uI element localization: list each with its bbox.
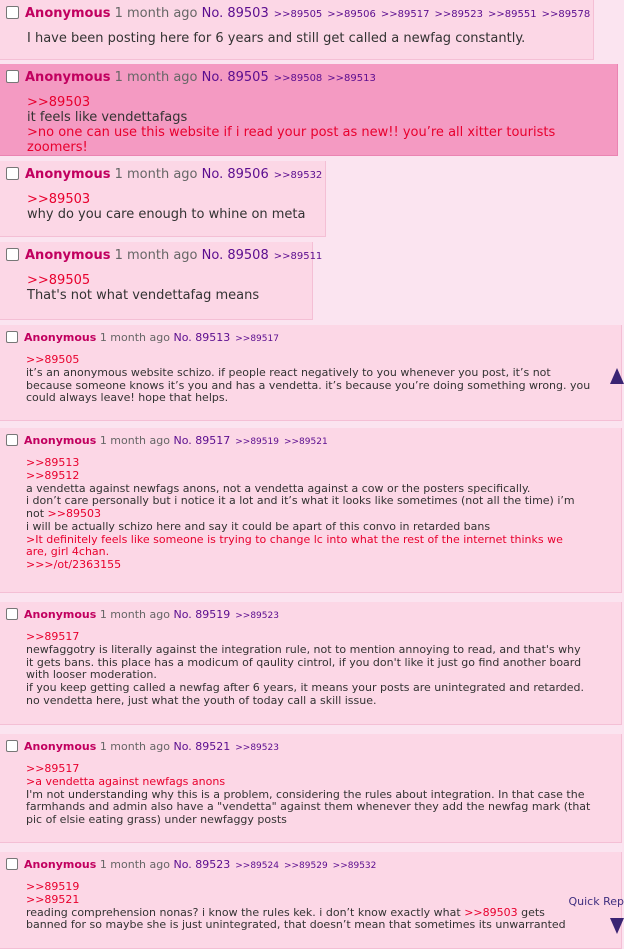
poster-name: Anonymous bbox=[25, 70, 111, 85]
post-3 bbox=[0, 161, 326, 237]
post-number[interactable]: No. 89508 bbox=[201, 248, 269, 263]
backlink[interactable]: >>89532 bbox=[273, 170, 323, 181]
line-text: >It definitely feels like someone is trying to change lc into what the rest of the internet thinks we bbox=[26, 532, 563, 546]
post-time: 1 month ago bbox=[114, 6, 198, 21]
post-4 bbox=[0, 242, 323, 320]
post-number[interactable]: No. 89517 bbox=[173, 434, 231, 447]
backlink[interactable]: >>89523 bbox=[434, 9, 484, 20]
line-text: could always leave! hope that helps. bbox=[26, 391, 229, 405]
post-5 bbox=[0, 325, 622, 421]
post-time: 1 month ago bbox=[99, 608, 170, 621]
line-text: >>89505 bbox=[27, 273, 91, 288]
select-post-checkbox[interactable] bbox=[6, 740, 18, 752]
quote-link[interactable]: >>89503 bbox=[464, 905, 518, 919]
backlink[interactable]: >>89513 bbox=[327, 73, 376, 84]
post-text-line bbox=[26, 919, 615, 932]
select-post-checkbox[interactable] bbox=[6, 858, 18, 870]
poster-name: Anonymous bbox=[24, 608, 97, 621]
backlink[interactable]: >>89521 bbox=[283, 437, 328, 447]
post-number[interactable]: No. 89513 bbox=[173, 331, 231, 344]
select-post-checkbox[interactable] bbox=[6, 70, 19, 83]
post-body bbox=[26, 631, 615, 708]
backlink[interactable]: >>89511 bbox=[273, 251, 323, 262]
backlink[interactable]: >>89508 bbox=[273, 73, 323, 84]
select-post-checkbox[interactable] bbox=[6, 434, 18, 446]
post-number[interactable]: No. 89505 bbox=[201, 70, 269, 85]
select-post-checkbox[interactable] bbox=[6, 167, 19, 180]
line-text: >no one can use this website if i read your post as new!! you’re all xitter tourists zoomers! bbox=[27, 125, 556, 156]
line-text: it feels like vendettafags bbox=[27, 110, 188, 126]
backlink[interactable]: >>89532 bbox=[332, 861, 377, 871]
post-1 bbox=[0, 0, 594, 60]
post-2 bbox=[0, 64, 618, 156]
post-body bbox=[27, 31, 587, 46]
post-number[interactable]: No. 89521 bbox=[173, 740, 231, 753]
post-body bbox=[26, 881, 615, 932]
line-text: if you keep getting called a newfag after 6 years, it means your posts are unintegrated and retarded. bbox=[26, 681, 584, 694]
backlink[interactable]: >>89529 bbox=[283, 861, 328, 871]
quote-link[interactable] bbox=[27, 95, 611, 110]
post-number[interactable]: No. 89503 bbox=[201, 6, 269, 21]
post-text-line bbox=[27, 288, 306, 303]
post-time: 1 month ago bbox=[99, 740, 170, 753]
post-time: 1 month ago bbox=[99, 434, 170, 447]
post-time: 1 month ago bbox=[114, 167, 198, 182]
line-text: i will be actually schizo here and say it could be apart of this convo in retarded bans bbox=[26, 519, 491, 533]
backlink[interactable]: >>89578 bbox=[541, 9, 591, 20]
quote-link[interactable]: >>89503 bbox=[47, 507, 101, 520]
post-text-line bbox=[26, 814, 615, 827]
line-text: >>89503 bbox=[27, 192, 91, 207]
post-body bbox=[26, 457, 615, 572]
line-text: reading comprehension nonas? i know the rules kek. i don’t know exactly what bbox=[26, 905, 465, 919]
line-text: That's not what vendettafag means bbox=[27, 288, 260, 304]
post-number[interactable]: No. 89506 bbox=[201, 167, 269, 182]
post-time: 1 month ago bbox=[114, 248, 198, 263]
poster-name: Anonymous bbox=[24, 434, 97, 447]
line-text: >a vendetta against newfags anons bbox=[26, 774, 226, 788]
greentext-line bbox=[27, 125, 611, 155]
quote-link[interactable] bbox=[27, 192, 319, 207]
backlink[interactable]: >>89505 bbox=[273, 9, 323, 20]
line-text: >>89521 bbox=[26, 892, 80, 906]
line-text: >>89513 bbox=[26, 456, 80, 469]
post-body bbox=[26, 763, 615, 827]
quick-reply-link[interactable]: Quick Rep bbox=[568, 895, 624, 908]
poster-name: Anonymous bbox=[25, 167, 111, 182]
line-text: >>89517 bbox=[26, 630, 80, 643]
quote-link[interactable] bbox=[27, 273, 306, 288]
post-text-line bbox=[27, 31, 587, 46]
line-text: >>89503 bbox=[27, 95, 91, 110]
line-text: >>89517 bbox=[26, 762, 80, 775]
post-time: 1 month ago bbox=[99, 858, 170, 871]
post-header bbox=[6, 434, 615, 447]
line-text: >>>/ot/2363155 bbox=[26, 558, 122, 571]
post-header bbox=[6, 608, 615, 621]
post-text-line bbox=[27, 110, 611, 125]
backlink[interactable]: >>89517 bbox=[235, 334, 279, 344]
post-body bbox=[26, 354, 615, 405]
greentext-line bbox=[26, 534, 615, 547]
post-text-line bbox=[26, 695, 615, 708]
post-time: 1 month ago bbox=[114, 70, 198, 85]
post-text-line bbox=[26, 495, 615, 508]
post-header bbox=[6, 70, 611, 85]
backlink[interactable]: >>89519 bbox=[235, 437, 279, 447]
line-text: a vendetta against newfags anons, not a vendetta against a cow or the posters specifically. bbox=[26, 481, 531, 495]
line-text: i don’t care personally but i notice it a lot and it’s what it looks like sometimes (not all the time) i’m bbox=[26, 494, 575, 508]
line-text: >>89519 bbox=[26, 880, 80, 893]
post-number[interactable]: No. 89523 bbox=[173, 858, 231, 871]
backlink[interactable]: >>89523 bbox=[235, 611, 279, 621]
line-text: >>89512 bbox=[26, 468, 80, 482]
line-text: >>89505 bbox=[26, 353, 80, 366]
post-text-line bbox=[26, 392, 615, 405]
scroll-up-icon[interactable] bbox=[610, 368, 624, 384]
post-header bbox=[6, 167, 323, 182]
backlink[interactable]: >>89523 bbox=[235, 743, 279, 753]
post-text-line bbox=[27, 207, 319, 222]
line-text: not bbox=[26, 507, 48, 520]
select-post-checkbox[interactable] bbox=[6, 248, 19, 261]
backlink[interactable]: >>89524 bbox=[235, 861, 279, 871]
post-9 bbox=[0, 852, 622, 949]
poster-name: Anonymous bbox=[24, 331, 97, 344]
line-text: are, girl 4chan. bbox=[26, 545, 110, 559]
backlink[interactable]: >>89506 bbox=[327, 9, 376, 20]
quote-link[interactable] bbox=[26, 457, 615, 470]
line-text: it’s an anonymous website schizo. if people react negatively to you whenever you post, it’s not bbox=[26, 365, 551, 379]
line-text: because someone knows it’s you and has a vendetta. it’s because you’re doing something wrong. you bbox=[26, 378, 591, 392]
post-header bbox=[6, 6, 591, 21]
line-text: no vendetta here, just what the youth of today call a skill issue. bbox=[26, 693, 377, 707]
poster-name: Anonymous bbox=[25, 6, 111, 21]
post-7 bbox=[0, 602, 622, 725]
line-text: it gets bans. this place has a modicum of qaulity cintrol, if you don't like it just go find another board bbox=[26, 655, 582, 669]
line-text: I have been posting here for 6 years and still get called a newfag constantly. bbox=[27, 31, 526, 46]
line-text: newfaggotry is literally against the integration rule, not to mention annoying to read, and that's why bbox=[26, 642, 581, 656]
post-header bbox=[6, 858, 615, 871]
poster-name: Anonymous bbox=[24, 858, 97, 871]
post-header bbox=[6, 248, 323, 263]
post-body bbox=[27, 95, 611, 155]
post-header bbox=[6, 740, 615, 753]
poster-name: Anonymous bbox=[24, 740, 97, 753]
poster-name: Anonymous bbox=[25, 248, 111, 263]
post-time: 1 month ago bbox=[99, 331, 170, 344]
line-text: why do you care enough to whine on meta bbox=[27, 207, 306, 223]
line-text: with looser moderation. bbox=[26, 668, 157, 682]
select-post-checkbox[interactable] bbox=[6, 6, 19, 19]
post-body bbox=[27, 192, 319, 222]
backlink[interactable]: >>89517 bbox=[380, 9, 430, 20]
post-header bbox=[6, 331, 615, 344]
quote-link[interactable] bbox=[26, 881, 615, 894]
scroll-down-icon[interactable] bbox=[610, 918, 624, 934]
post-6 bbox=[0, 428, 622, 593]
post-8 bbox=[0, 734, 622, 843]
post-body bbox=[27, 273, 306, 303]
line-text: banned for so maybe she is just unintegrated, that doesn’t mean that sometimes its unwarranted bbox=[26, 918, 566, 932]
backlink[interactable]: >>89551 bbox=[488, 9, 537, 20]
post-number[interactable]: No. 89519 bbox=[173, 608, 231, 621]
line-text: I'm not understanding why this is a problem, considering the rules about integration. In that case the bbox=[26, 787, 585, 801]
select-post-checkbox[interactable] bbox=[6, 331, 18, 343]
select-post-checkbox[interactable] bbox=[6, 608, 18, 620]
line-text: pic of elsie eating grass) under newfaggy posts bbox=[26, 813, 287, 826]
line-text: gets bbox=[517, 905, 545, 919]
quote-link[interactable] bbox=[26, 559, 615, 572]
line-text: farmhands and admin also have a "vendetta" against them whenever they add the newfag mark (that bbox=[26, 800, 591, 814]
